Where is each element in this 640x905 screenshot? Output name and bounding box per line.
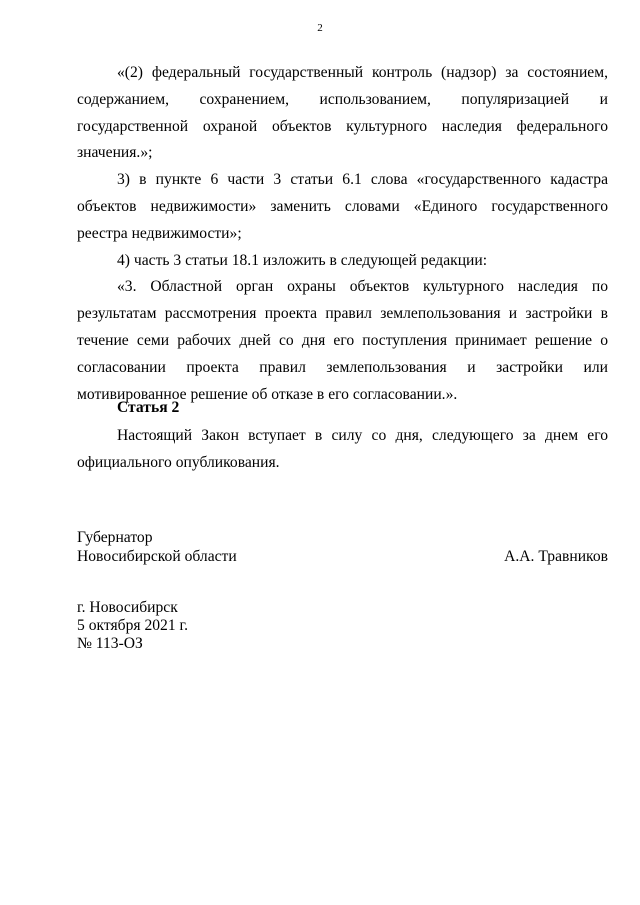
paragraph: 4) часть 3 статьи 18.1 изложить в следующей редакции:: [117, 251, 488, 269]
article-paragraph: Настоящий Закон вступает в силу со дня, следующего за днем его официального опубликования.: [77, 427, 608, 471]
signature-block: [77, 529, 608, 566]
paragraph: 3) в пункте 6 части 3 статьи 6.1 слова «государственного кадастра объектов недвижимости» заменить словами «Единого государственного реестра недвижимости»;: [77, 171, 608, 242]
amendments-text: [77, 60, 608, 408]
paragraph: «(2) федеральный государственный контроль (надзор) за состоянием, содержанием, сохранением, использованием, популяризацией и государственной охраной объектов культурного наследия федерального значения.»;: [77, 64, 608, 162]
article-heading: Статья 2: [117, 399, 180, 416]
signatory-title-line2: Новосибирской области: [77, 547, 237, 565]
signatory-name: А.А. Травников: [504, 547, 608, 565]
article-text: [77, 423, 608, 477]
signatory-title-line1: Губернатор: [77, 529, 153, 546]
page-number: 2: [317, 22, 323, 34]
city: г. Новосибирск: [77, 599, 178, 616]
paragraph: «3. Областной орган охраны объектов культурного наследия по результатам рассмотрения проекта правил землепользования и застройки в течение семи рабочих дней со дня его поступления принимает решение о согласовании проекта правил землепользования и застройки или мотивированное решение об отказе в его согласовании.».: [77, 278, 608, 403]
law-number: № 113-ОЗ: [77, 635, 143, 652]
date: 5 октября 2021 г.: [77, 617, 189, 634]
law-details: [77, 599, 188, 653]
